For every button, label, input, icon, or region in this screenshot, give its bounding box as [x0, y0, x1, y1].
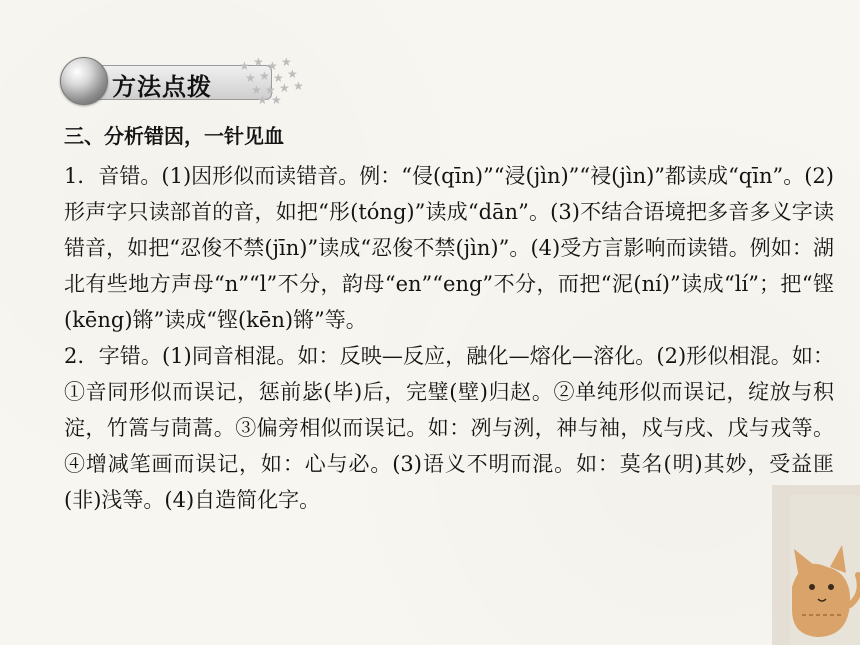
method-badge [60, 55, 310, 107]
paragraph-sound-errors: 1．音错。(1)因形似而读错音。例：“侵(qīn)”“浸(jìn)”“祲(jìn)”都读成“qīn”。(2)形声字只读部首的音，如把“彤(tóng)”读成“dān”。(3)不结合语境把多音多义字读错音，如把“忍俊不禁(jīn)”读成“忍俊不禁(jìn)”。(4)受方言影响而读错。例如：湖北有些地方声母“n”“l”不分，韵母“en”“eng”不分，而把“泥(ní)”读成“lí”；把“铿(kēng)锵”读成“铿(kēn)锵”等。 [64, 164, 834, 332]
section-content [64, 118, 834, 518]
cat-icon [732, 475, 860, 645]
star-icon: ★ ★ ★ ★ ★ ★ ★ ★ ★ ★ ★ ★ ★ ★ [239, 55, 304, 107]
badge-ball-icon [60, 57, 108, 105]
section-heading: 三、分析错因，一针见血 [64, 124, 284, 148]
badge-title: 方法点拨 [112, 73, 212, 101]
paragraph-character-errors: 2．字错。(1)同音相混。如：反映—反应，融化—熔化—溶化。(2)形似相混。如：①音同形似而误记，惩前毖(毕)后，完璧(壁)归赵。②单纯形似而误记，绽放与积淀，竹篙与茼蒿。③偏旁相似而误记。如：冽与洌，神与袖，戍与戌、戊与戎等。④增减笔画而误记，如：心与必。(3)语义不明而混。如：莫名(明)其妙，受益匪(非)浅等。(4)自造简化字。 [64, 344, 834, 512]
